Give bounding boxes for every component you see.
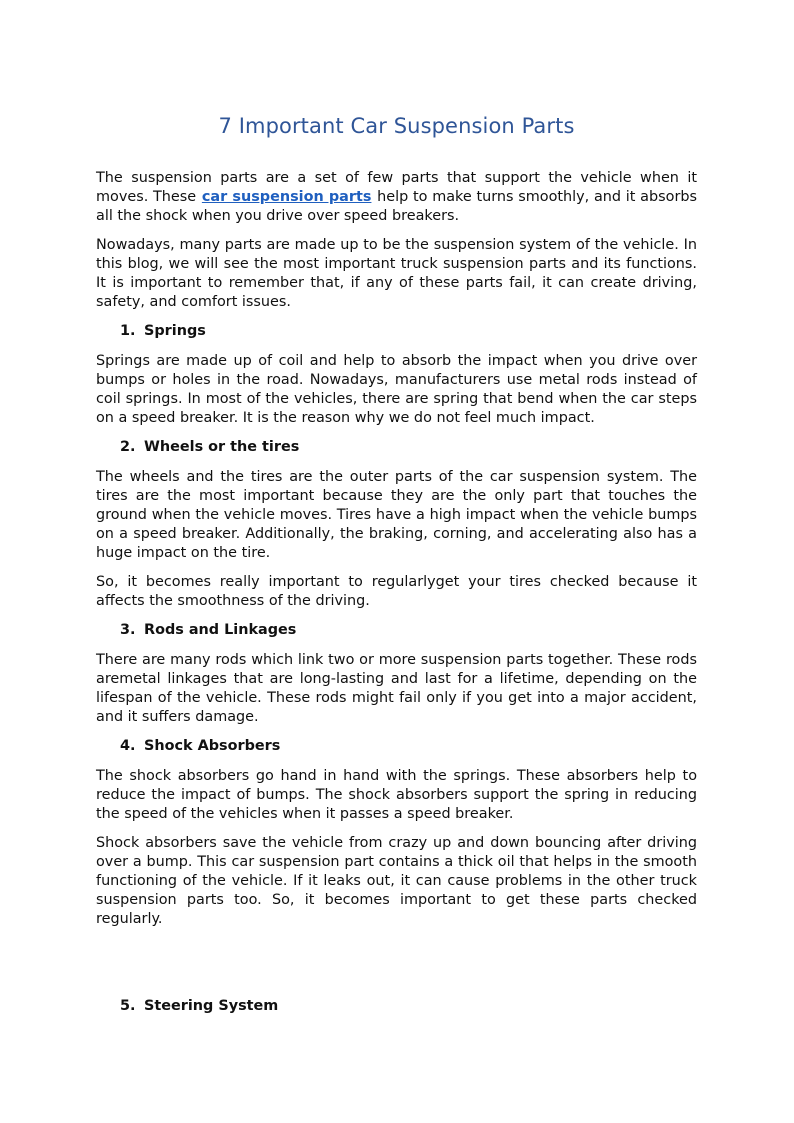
section-number: 5. xyxy=(120,998,136,1014)
section-title: Springs xyxy=(144,323,206,339)
section-paragraph: The wheels and the tires are the outer parts of the car suspension system. The tires are the most important because they are the only part that touches the ground when the vehicle moves. Tires have a high impact when the vehicle bumps on a speed breaker. Additionally, the braking, corning, and accelerating also has a huge impact on the tire. xyxy=(96,469,697,561)
page-title: 7 Important Car Suspension Parts xyxy=(218,114,575,138)
section-paragraph: The shock absorbers go hand in hand with the springs. These absorbers help to reduce the impact of bumps. The shock absorbers support the spring in reducing the speed of the vehicles when it passes a speed breaker. xyxy=(96,768,697,822)
section-paragraph: There are many rods which link two or more suspension parts together. These rods aremetal linkages that are long-lasting and last for a lifetime, depending on the lifespan of the vehicle. These rods might fail only if you get into a major accident, and it suffers damage. xyxy=(96,652,697,725)
section-title: Wheels or the tires xyxy=(144,439,300,455)
section-number: 4. xyxy=(120,738,136,754)
section-heading-steering xyxy=(96,997,697,1016)
intro-paragraph-1 xyxy=(96,169,697,226)
intro-paragraph-2: Nowadays, many parts are made up to be the suspension system of the vehicle. In this blog, we will see the most important truck suspension parts and its functions. It is important to remember that, if any of these parts fail, it can create driving, safety, and comfort issues. xyxy=(96,237,697,310)
document-body xyxy=(96,169,697,1027)
car-suspension-parts-link[interactable]: car suspension parts xyxy=(201,189,372,205)
section-paragraph: Shock absorbers save the vehicle from crazy up and down bouncing after driving over a bump. This car suspension part contains a thick oil that helps in the smooth functioning of the vehicle. If it leaks out, it can cause problems in the other truck suspension parts too. So, it becomes important to get these parts checked regularly. xyxy=(96,835,697,927)
intro-text-before-link: The suspension parts are a set of few parts that support the vehicle when it moves. These xyxy=(96,170,697,205)
section-title: Shock Absorbers xyxy=(144,738,281,754)
intro-text-after-link: help to make turns smoothly, and it absorbs all the shock when you drive over speed breakers. xyxy=(96,189,697,224)
section-title: Steering System xyxy=(144,998,279,1014)
section-heading-wheels xyxy=(96,438,697,457)
blank-space xyxy=(96,939,697,997)
section-heading-rods xyxy=(96,621,697,640)
section-paragraph: So, it becomes really important to regularlyget your tires checked because it affects the smoothness of the driving. xyxy=(96,574,697,609)
section-heading-springs xyxy=(96,322,697,341)
section-heading-shock-absorbers xyxy=(96,737,697,756)
section-number: 2. xyxy=(120,439,136,455)
section-title: Rods and Linkages xyxy=(144,622,297,638)
section-number: 1. xyxy=(120,323,136,339)
section-number: 3. xyxy=(120,622,136,638)
section-paragraph: Springs are made up of coil and help to absorb the impact when you drive over bumps or holes in the road. Nowadays, manufacturers use metal rods instead of coil springs. In most of the vehicles, there are spring that bend when the car steps on a speed breaker. It is the reason why we do not feel much impact. xyxy=(96,353,697,426)
